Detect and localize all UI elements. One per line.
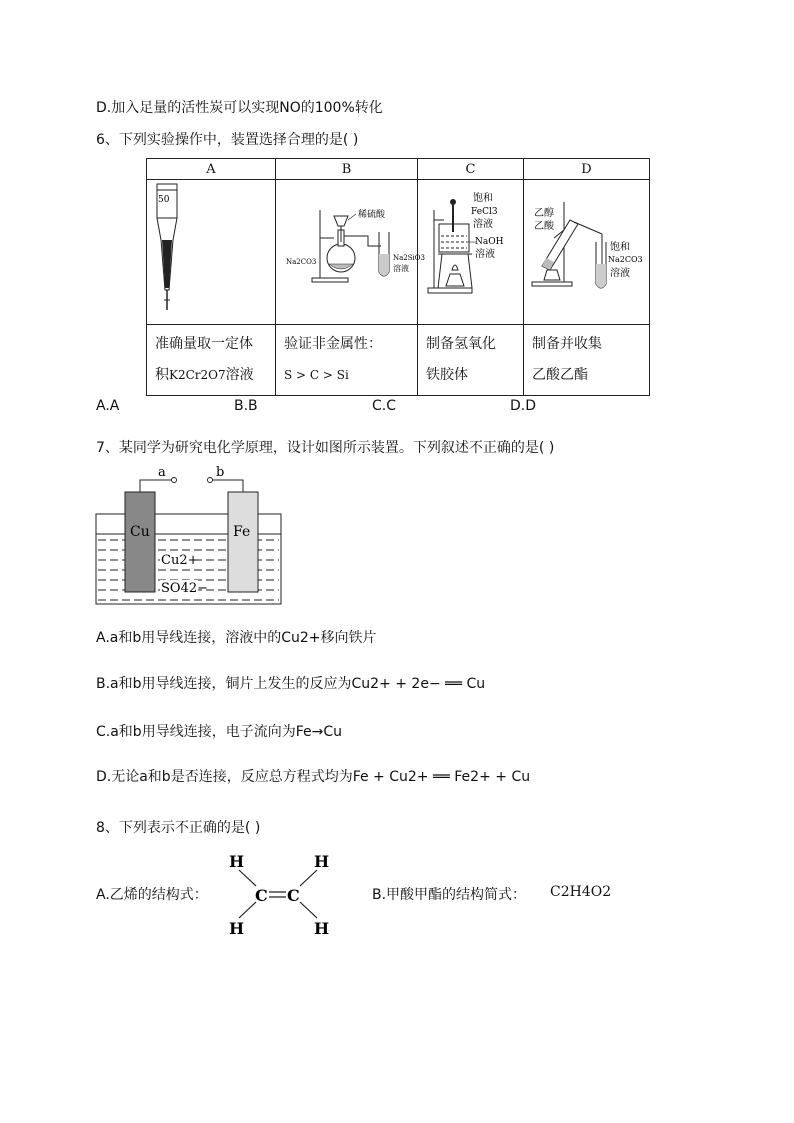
label-solution-c2: 溶液 bbox=[475, 249, 495, 260]
terminal-b: b bbox=[216, 465, 225, 480]
q6-answer-a: A.A bbox=[96, 398, 120, 414]
label-solution-c1: 溶液 bbox=[473, 219, 493, 230]
label-acetic-acid: 乙酸 bbox=[534, 221, 554, 232]
label-naoh: NaOH bbox=[475, 237, 504, 247]
burette-mark: 50 bbox=[158, 195, 170, 205]
ethylene-structure bbox=[224, 850, 334, 940]
q7-stem: 7、某同学为研究电化学原理，设计如图所示装置。下列叙述不正确的是( ) bbox=[96, 440, 555, 456]
q8-stem: 8、下列表示不正确的是( ) bbox=[96, 820, 261, 836]
figure-b-apparatus bbox=[276, 180, 425, 325]
figure-d-apparatus bbox=[524, 180, 650, 325]
terminal-a: a bbox=[158, 465, 166, 480]
atom-h4: H bbox=[314, 919, 330, 938]
atom-c2: C bbox=[287, 886, 300, 905]
desc-a: 准确量取一定体 积K2Cr2O7溶液 bbox=[147, 325, 276, 396]
desc-c: 制备氢氧化 铁胶体 bbox=[418, 325, 524, 396]
q7-option-c: C.a和b用导线连接，电子流向为Fe→Cu bbox=[96, 724, 342, 740]
q8-option-a-label: A.乙烯的结构式： bbox=[96, 887, 208, 903]
figure-a-burette bbox=[147, 180, 276, 325]
atom-h3: H bbox=[229, 919, 245, 938]
label-na2sio3: Na2SiO3 bbox=[393, 254, 425, 262]
atom-h1: H bbox=[229, 852, 245, 871]
label-saturated-d: 饱和 bbox=[610, 242, 630, 253]
col-header-b: B bbox=[276, 159, 418, 180]
label-na2co3-d: Na2CO3 bbox=[608, 255, 643, 264]
atom-c1: C bbox=[255, 886, 268, 905]
col-header-d: D bbox=[524, 159, 650, 180]
label-ethanol: 乙醇 bbox=[534, 208, 554, 219]
label-solution-d: 溶液 bbox=[610, 268, 630, 279]
atom-h2: H bbox=[314, 852, 330, 871]
q6-answer-c: C.C bbox=[372, 398, 397, 414]
q5-option-d: D.加入足量的活性炭可以实现NO的100%转化 bbox=[96, 100, 383, 116]
electrode-cu: Cu bbox=[130, 524, 150, 540]
q6-options-table bbox=[146, 158, 650, 396]
q6-stem: 6、下列实验操作中，装置选择合理的是( ) bbox=[96, 132, 359, 148]
electrode-fe: Fe bbox=[233, 524, 251, 540]
ion-sulfate: SO42− bbox=[161, 581, 208, 596]
label-dilute-h2so4: 稀硫酸 bbox=[358, 210, 386, 220]
label-na2co3: Na2CO3 bbox=[286, 258, 317, 266]
q6-answer-d: D.D bbox=[510, 398, 537, 414]
desc-d: 制备并收集 乙酸乙酯 bbox=[524, 325, 650, 396]
q8-option-b-formula: C2H4O2 bbox=[550, 884, 612, 900]
q7-option-d: D.无论a和b是否连接，反应总方程式均为Fe + Cu2+ ══ Fe2+ + Cu bbox=[96, 769, 531, 785]
ion-cu2plus: Cu2+ bbox=[161, 553, 199, 568]
q8-option-b-label: B.甲酸甲酯的结构简式： bbox=[372, 887, 527, 903]
desc-b: 验证非金属性： S > C > Si bbox=[276, 325, 418, 396]
label-saturated-c: 饱和 bbox=[473, 193, 493, 204]
col-header-c: C bbox=[418, 159, 524, 180]
col-header-a: A bbox=[147, 159, 276, 180]
q7-option-b: B.a和b用导线连接，铜片上发生的反应为Cu2+ + 2e− ══ Cu bbox=[96, 676, 486, 692]
q6-answer-b: B.B bbox=[234, 398, 258, 414]
label-solution-b: 溶液 bbox=[393, 264, 409, 273]
figure-c-apparatus bbox=[418, 180, 524, 325]
q7-option-a: A.a和b用导线连接，溶液中的Cu2+移向铁片 bbox=[96, 630, 377, 646]
label-fecl3: FeCl3 bbox=[471, 207, 498, 217]
q7-electrochem-cell bbox=[96, 462, 282, 608]
